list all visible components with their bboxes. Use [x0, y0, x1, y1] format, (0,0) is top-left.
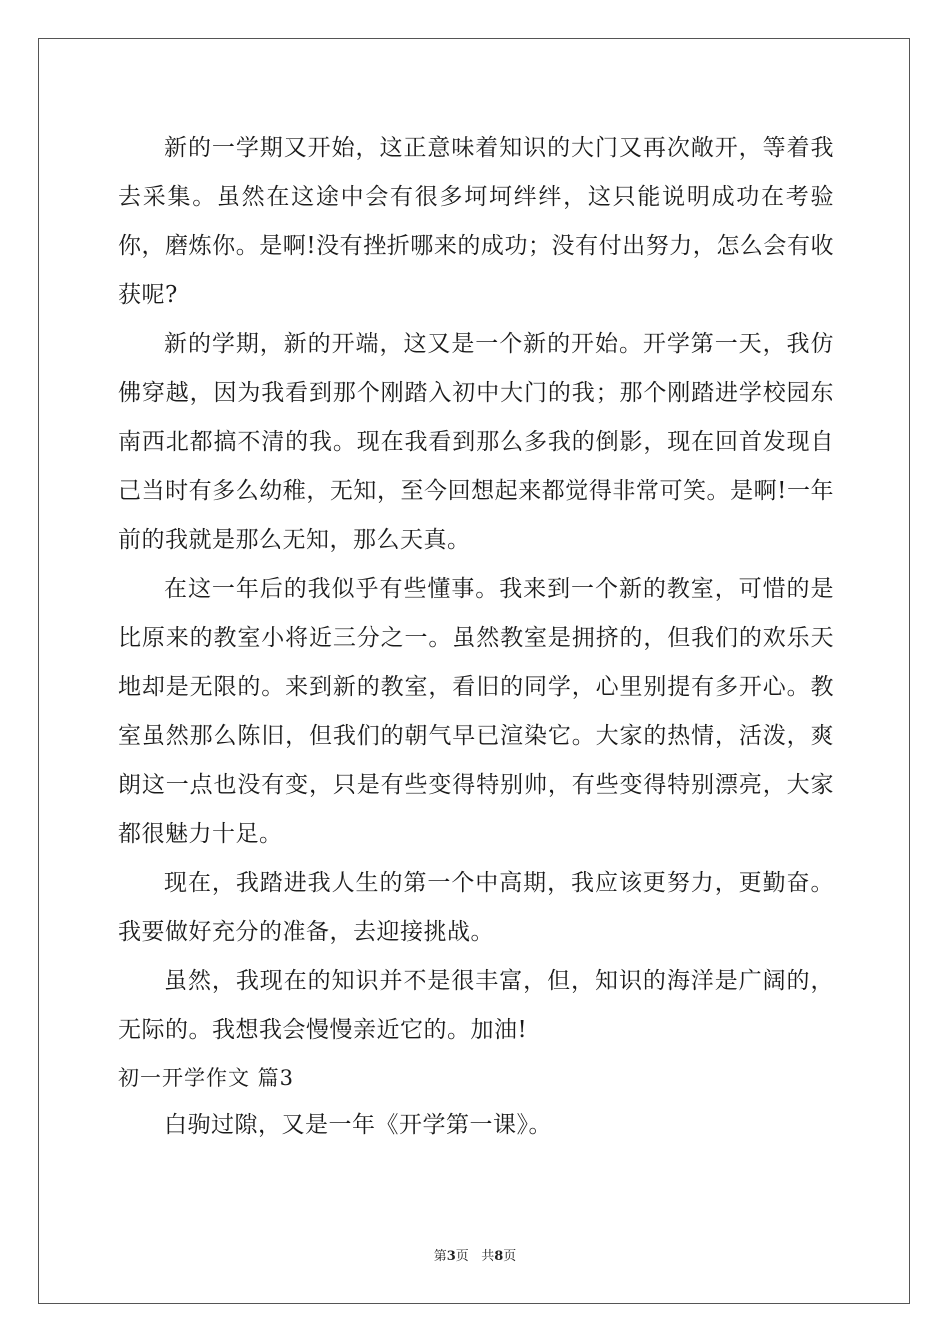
section-heading: 初一开学作文 篇3 — [118, 1066, 295, 1090]
total-prefix: 共 — [481, 1249, 495, 1264]
page-total: 8 — [494, 1249, 504, 1264]
document-body — [118, 124, 834, 1150]
page-footer — [0, 1245, 950, 1264]
paragraph-4: 现在，我踏进我人生的第一个中高期，我应该更努力，更勤奋。我要做好充分的准备，去迎接挑战。 — [118, 870, 834, 945]
page-current: 3 — [446, 1249, 456, 1264]
total-suffix: 页 — [503, 1249, 517, 1264]
page-prefix: 第 — [433, 1249, 447, 1264]
section-paragraph-1: 白驹过隙，又是一年《开学第一课》。 — [164, 1112, 552, 1138]
paragraph-3: 在这一年后的我似乎有些懂事。我来到一个新的教室，可惜的是比原来的教室小将近三分之一。虽然教室是拥挤的，但我们的欢乐天地却是无限的。来到新的教室，看旧的同学，心里别提有多开心。教室虽然那么陈旧，但我们的朝气早已渲染它。大家的热情，活泼，爽朗这一点也没有变，只是有些变得特别帅，有些变得特别漂亮，大家都很魅力十足。 — [118, 576, 834, 847]
paragraph-1: 新的一学期又开始，这正意味着知识的大门又再次敞开，等着我去采集。虽然在这途中会有很多坷坷绊绊，这只能说明成功在考验你，磨炼你。是啊!没有挫折哪来的成功；没有付出努力，怎么会有收获呢? — [118, 135, 834, 308]
page-suffix: 页 — [455, 1249, 469, 1264]
paragraph-5: 虽然，我现在的知识并不是很丰富，但，知识的海洋是广阔的，无际的。我想我会慢慢亲近它的。加油! — [118, 968, 834, 1043]
paragraph-2: 新的学期，新的开端，这又是一个新的开始。开学第一天，我仿佛穿越，因为我看到那个刚踏入初中大门的我；那个刚踏进学校园东南西北都搞不清的我。现在我看到那么多我的倒影，现在回首发现自己当时有多么幼稚，无知，至今回想起来都觉得非常可笑。是啊!一年前的我就是那么无知，那么天真。 — [118, 331, 834, 553]
